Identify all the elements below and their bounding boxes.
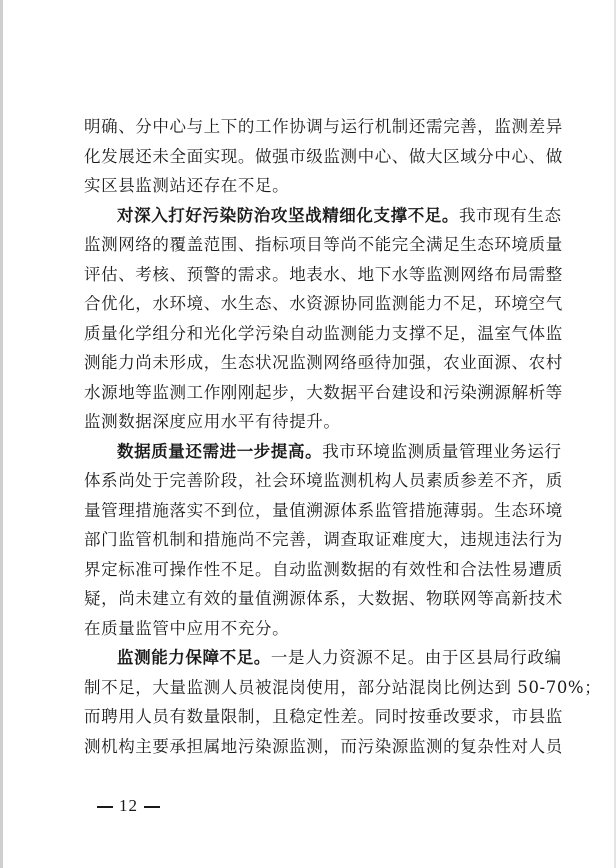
paragraph-line: 部门监管机制和措施尚不完善，调查取证难度大，违规违法行为 <box>84 530 563 549</box>
paragraph-first-line <box>84 643 562 673</box>
paragraph-line: 评估、考核、预警的需求。地表水、地下水等监测网络布局需整 <box>84 264 563 284</box>
paragraph-line: 实区县监测站还存在不足。 <box>84 176 290 195</box>
paragraph-line: 测机构主要承担属地污染源监测，而污染源监测的复杂性对人员 <box>84 736 563 756</box>
paragraph-line: 明确、分中心与上下的工作协调与运行机制还需完善，监测差异 <box>84 117 563 136</box>
paragraph-line: 测能力尚未形成，生态状况监测网络亟待加强，农业面源、农村 <box>84 353 563 372</box>
paragraph-text: 一是人力资源不足。由于区县局行政编 <box>270 648 562 667</box>
paragraph-line: 而聘用人员有数量限制，且稳定性差。同时按垂改要求，市县监 <box>84 707 563 726</box>
paragraph-line: 合优化，水环境、水生态、水资源协同监测能力不足，环境空气 <box>84 294 563 313</box>
paragraph-line: 疑，尚未建立有效的量值溯源体系，大数据、物联网等高新技术 <box>84 589 563 608</box>
page-footer <box>91 796 166 816</box>
paragraph-line: 在质量监管中应用不充分。 <box>84 618 290 638</box>
footer-dash-left <box>97 806 113 808</box>
paragraph-text: 我市环境监测质量管理业务运行 <box>322 441 562 461</box>
paragraph-line: 监测网络的覆盖范围、指标项目等尚不能完全满足生态环境质量 <box>84 235 563 254</box>
paragraph-text: 我市现有生态 <box>459 205 562 225</box>
paragraph-heading: 监测能力保障不足。 <box>117 648 271 667</box>
paragraph-4 <box>84 643 602 761</box>
paragraph-1 <box>84 112 563 201</box>
paragraph-line: 质量化学组分和光化学污染自动监测能力支撑不足，温室气体监 <box>84 323 563 343</box>
paragraph-line: 量管理措施落实不到位，量值溯源体系监管措施薄弱。生态环境 <box>84 500 563 520</box>
paragraph-2 <box>84 201 563 437</box>
paragraph-line: 水源地等监测工作刚刚起步，大数据平台建设和污染溯源解析等 <box>84 382 563 402</box>
paragraph-line: 体系尚处于完善阶段，社会环境监测机构人员素质参差不齐，质 <box>84 471 563 490</box>
paragraph-line: 监测数据深度应用水平有待提升。 <box>84 412 341 431</box>
paragraph-first-line <box>84 437 562 467</box>
paragraph-line: 制不足，大量监测人员被混岗使用，部分站混岗比例达到 50-70%； <box>84 677 602 697</box>
footer-dash-right <box>144 806 160 808</box>
paragraph-first-line <box>84 201 562 231</box>
paragraph-line: 化发展还未全面实现。做强市级监测中心、做大区域分中心、做 <box>84 146 563 166</box>
paragraph-3 <box>84 437 563 644</box>
page-number: 12 <box>119 796 138 815</box>
page-border-left <box>0 0 3 868</box>
paragraph-line: 界定标准可操作性不足。自动监测数据的有效性和合法性易遭质 <box>84 559 563 579</box>
paragraph-heading: 数据质量还需进一步提高。 <box>117 441 323 461</box>
document-body <box>84 112 602 761</box>
paragraph-heading: 对深入打好污染防治攻坚战精细化支撑不足。 <box>117 205 459 225</box>
